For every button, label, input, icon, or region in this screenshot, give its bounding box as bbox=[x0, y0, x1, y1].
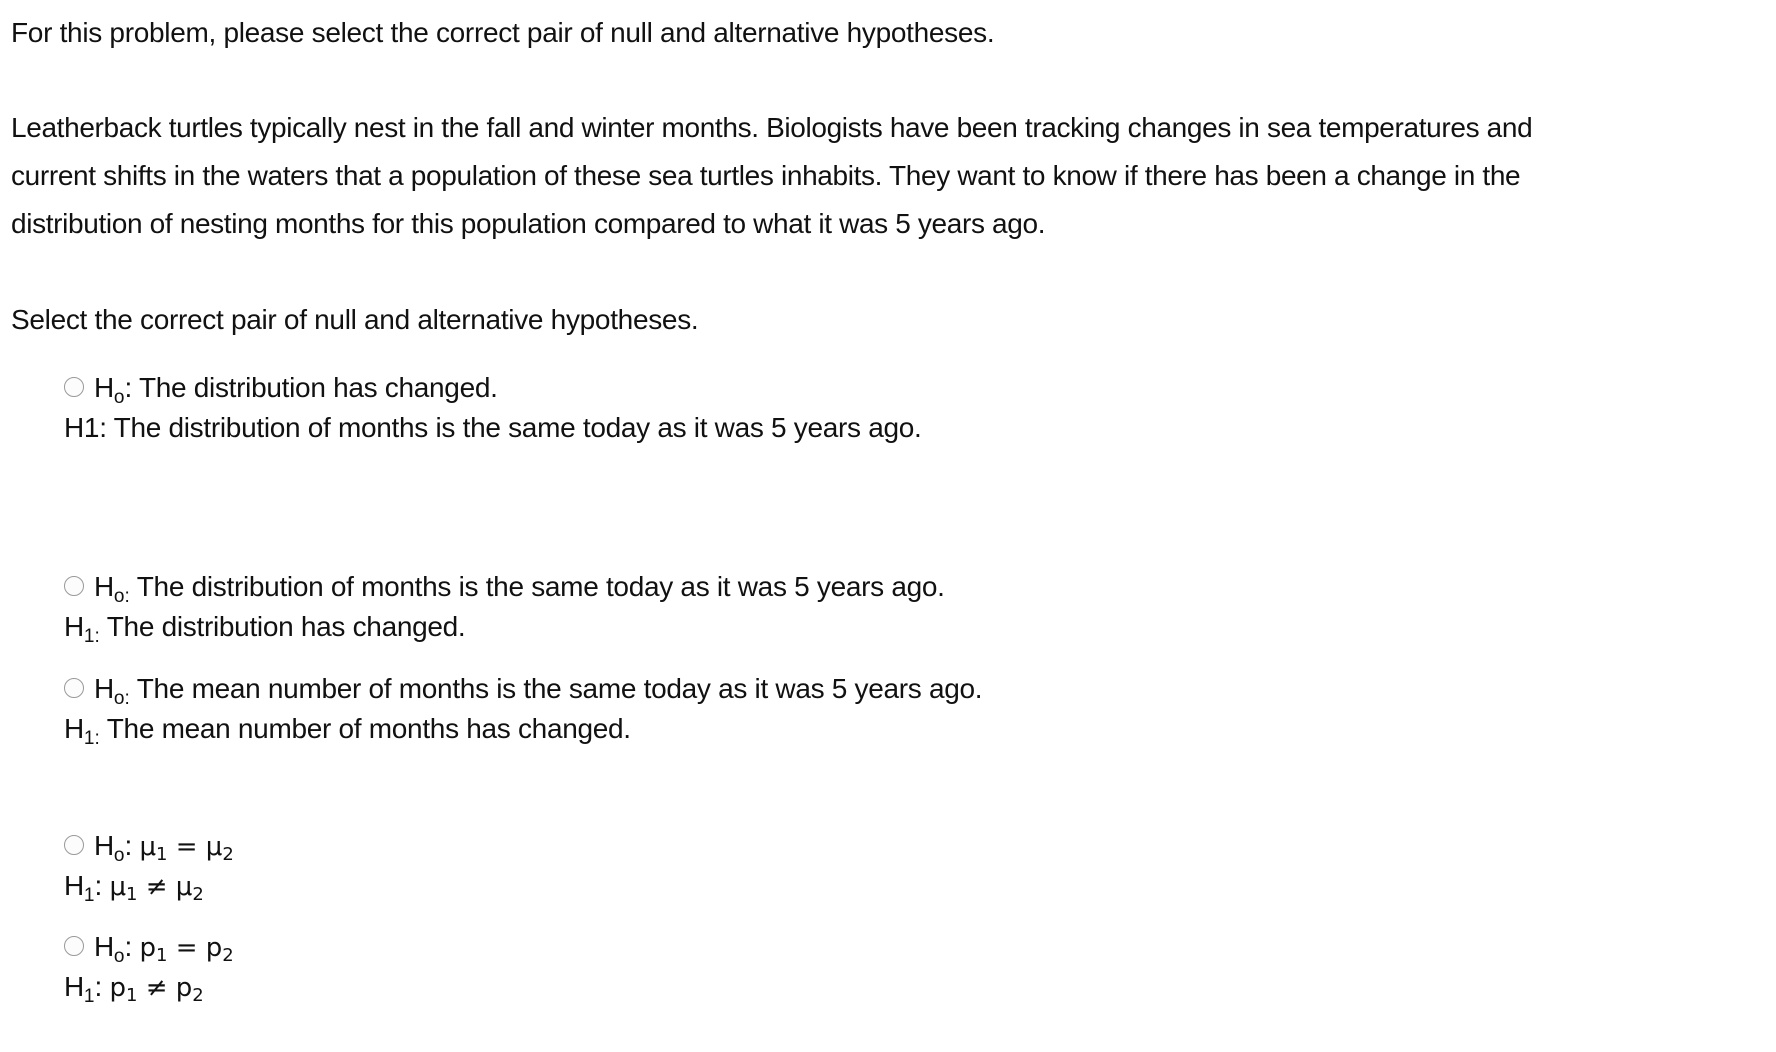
h0-symbol: H bbox=[94, 673, 114, 704]
option-5-radio[interactable] bbox=[64, 936, 84, 956]
h1-colon: : bbox=[94, 870, 110, 901]
h0-subscript: o: bbox=[113, 688, 130, 709]
h0-colon: : bbox=[124, 830, 140, 861]
h1-symbol: H bbox=[64, 713, 84, 744]
h0-symbol: H bbox=[94, 830, 114, 861]
answer-option-5[interactable] bbox=[64, 927, 1264, 1007]
h0-subscript: o: bbox=[113, 586, 130, 607]
h1-subscript: 1 bbox=[83, 986, 95, 1007]
h1-equation: μ1 ≠ μ2 bbox=[109, 872, 204, 905]
intro-text: For this problem, please select the correct pair of null and alternative hypotheses. bbox=[11, 17, 995, 48]
scenario-line-2: current shifts in the waters that a population of these sea turtles inhabits. They want to know if there has been a change in the bbox=[11, 160, 1521, 191]
h0-statement: The distribution of months is the same today as it was 5 years ago. bbox=[129, 571, 945, 602]
h1-statement: The distribution has changed. bbox=[99, 611, 466, 642]
option-5-h1 bbox=[64, 967, 1264, 1007]
answer-option-4[interactable] bbox=[64, 826, 1264, 906]
option-3-h1 bbox=[64, 709, 1264, 749]
h1-equation: p1 ≠ p2 bbox=[109, 973, 204, 1006]
h1-symbol: H bbox=[64, 870, 84, 901]
h1-statement: The mean number of months has changed. bbox=[99, 713, 631, 744]
h0-symbol: H bbox=[94, 571, 114, 602]
h0-symbol: H bbox=[94, 372, 114, 403]
option-4-radio[interactable] bbox=[64, 835, 84, 855]
h1-colon: : bbox=[94, 971, 110, 1002]
h1-subscript: 1: bbox=[83, 728, 100, 749]
h1-subscript: 1 bbox=[83, 885, 95, 906]
h0-subscript: o bbox=[113, 946, 125, 967]
h0-equation: μ1 = μ2 bbox=[139, 832, 234, 865]
option-2-h1 bbox=[64, 607, 1264, 647]
h0-subscript: o bbox=[113, 387, 125, 408]
option-1-radio[interactable] bbox=[64, 377, 84, 397]
h1-statement: H1: The distribution of months is the same today as it was 5 years ago. bbox=[64, 412, 922, 443]
h1-symbol: H bbox=[64, 611, 84, 642]
answer-option-1[interactable] bbox=[64, 368, 1264, 448]
question-text: Select the correct pair of null and alternative hypotheses. bbox=[11, 304, 699, 335]
scenario-line-3: distribution of nesting months for this population compared to what it was 5 years ago. bbox=[11, 208, 1046, 239]
option-5-h0 bbox=[64, 927, 1264, 967]
option-3-radio[interactable] bbox=[64, 678, 84, 698]
option-2-radio[interactable] bbox=[64, 576, 84, 596]
option-4-h1 bbox=[64, 866, 1264, 906]
option-3-h0 bbox=[64, 669, 1264, 709]
option-4-h0 bbox=[64, 826, 1264, 866]
h0-statement: The mean number of months is the same today as it was 5 years ago. bbox=[129, 673, 983, 704]
answer-option-2[interactable] bbox=[64, 567, 1264, 647]
option-1-h1 bbox=[64, 408, 1264, 448]
h1-subscript: 1: bbox=[83, 626, 100, 647]
h0-symbol: H bbox=[94, 931, 114, 962]
option-2-h0 bbox=[64, 567, 1264, 607]
answer-option-3[interactable] bbox=[64, 669, 1264, 749]
scenario-line-1: Leatherback turtles typically nest in the fall and winter months. Biologists have been tracking changes in sea temperatures and bbox=[11, 112, 1533, 143]
h1-symbol: H bbox=[64, 971, 84, 1002]
h0-equation: p1 = p2 bbox=[139, 933, 234, 966]
h0-statement: : The distribution has changed. bbox=[124, 372, 498, 403]
h0-colon: : bbox=[124, 931, 140, 962]
option-1-h0 bbox=[64, 368, 1264, 408]
h0-subscript: o bbox=[113, 845, 125, 866]
